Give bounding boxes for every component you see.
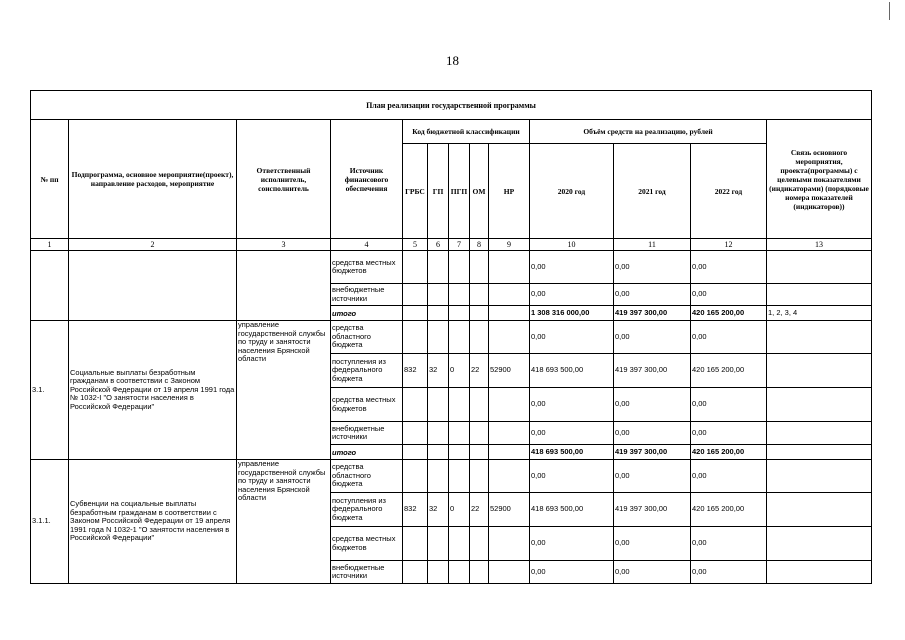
om-cell xyxy=(470,527,489,561)
indicator-link-cell xyxy=(767,388,872,422)
value-2021-cell: 419 397 300,00 xyxy=(614,306,691,321)
value-2021-cell: 0,00 xyxy=(614,561,691,584)
value-2022-cell: 0,00 xyxy=(691,251,767,284)
table-row xyxy=(31,251,872,284)
pgp-cell xyxy=(449,460,470,493)
column-number: 12 xyxy=(691,239,767,251)
indicator-link-cell xyxy=(767,493,872,527)
value-2020-cell: 418 693 500,00 xyxy=(530,354,614,388)
om-cell: 22 xyxy=(470,493,489,527)
header-gp: ГП xyxy=(428,144,449,239)
value-2021-cell: 0,00 xyxy=(614,284,691,306)
value-2021-cell: 0,00 xyxy=(614,460,691,493)
header-code-group: Код бюджетной классификации xyxy=(403,120,530,144)
funding-source-cell: внебюджетные источники xyxy=(331,284,403,306)
nr-cell xyxy=(489,527,530,561)
pgp-cell xyxy=(449,306,470,321)
pgp-cell xyxy=(449,321,470,354)
gp-cell xyxy=(428,561,449,584)
gp-cell xyxy=(428,321,449,354)
column-number: 7 xyxy=(449,239,470,251)
nr-cell xyxy=(489,388,530,422)
activity-name-cell xyxy=(69,251,237,321)
value-2020-cell: 0,00 xyxy=(530,388,614,422)
gp-cell: 32 xyxy=(428,354,449,388)
value-2022-cell: 420 165 200,00 xyxy=(691,445,767,460)
nr-cell xyxy=(489,561,530,584)
value-2021-cell: 0,00 xyxy=(614,251,691,284)
value-2022-cell: 0,00 xyxy=(691,561,767,584)
activity-name-cell: Субвенции на социальные выплаты безработным гражданам в соответствии с Законом Российской Федерации от 19 апреля 1991 года N 1032-1 "О занятости населения в Российской Федерации" xyxy=(69,460,237,584)
value-2021-cell: 0,00 xyxy=(614,388,691,422)
column-number: 5 xyxy=(403,239,428,251)
scan-edge-line xyxy=(889,2,890,20)
grbs-cell xyxy=(403,388,428,422)
gp-cell xyxy=(428,527,449,561)
indicator-link-cell xyxy=(767,251,872,284)
gp-cell xyxy=(428,460,449,493)
grbs-cell xyxy=(403,284,428,306)
header-num: № пп xyxy=(31,120,69,239)
om-cell xyxy=(470,561,489,584)
grbs-cell: 832 xyxy=(403,493,428,527)
indicator-link-cell xyxy=(767,460,872,493)
value-2020-cell: 0,00 xyxy=(530,527,614,561)
value-2020-cell: 0,00 xyxy=(530,422,614,445)
executor-cell: управление государственной службы по труду и занятости населения Брянской области xyxy=(237,321,331,460)
value-2021-cell: 419 397 300,00 xyxy=(614,493,691,527)
column-number: 6 xyxy=(428,239,449,251)
value-2020-cell: 0,00 xyxy=(530,251,614,284)
row-number-cell: 3.1. xyxy=(31,321,69,460)
funding-source-cell: поступления из федерального бюджета xyxy=(331,493,403,527)
gp-cell xyxy=(428,422,449,445)
header-executor: Ответственный исполнитель, соисполнитель xyxy=(237,120,331,239)
header-om: ОМ xyxy=(470,144,489,239)
row-number-cell xyxy=(31,251,69,321)
value-2022-cell: 0,00 xyxy=(691,321,767,354)
column-number: 11 xyxy=(614,239,691,251)
om-cell xyxy=(470,460,489,493)
column-number: 13 xyxy=(767,239,872,251)
value-2021-cell: 0,00 xyxy=(614,422,691,445)
table-row xyxy=(31,321,872,354)
gp-cell: 32 xyxy=(428,493,449,527)
column-number: 8 xyxy=(470,239,489,251)
grbs-cell xyxy=(403,422,428,445)
indicator-link-cell xyxy=(767,527,872,561)
header-grbs: ГРБС xyxy=(403,144,428,239)
value-2021-cell: 0,00 xyxy=(614,321,691,354)
grbs-cell xyxy=(403,527,428,561)
grbs-cell xyxy=(403,561,428,584)
grbs-cell: 832 xyxy=(403,354,428,388)
title-row xyxy=(31,91,872,120)
column-number: 9 xyxy=(489,239,530,251)
funding-source-cell: поступления из федерального бюджета xyxy=(331,354,403,388)
pgp-cell xyxy=(449,445,470,460)
nr-cell xyxy=(489,422,530,445)
header-link: Связь основного мероприятия, проекта(программы) с целевыми показателями (индикаторами) (порядковые номера показателей (индикаторов)) xyxy=(767,120,872,239)
executor-cell xyxy=(237,251,331,321)
nr-cell xyxy=(489,460,530,493)
gp-cell xyxy=(428,306,449,321)
funding-source-cell: внебюджетные источники xyxy=(331,422,403,445)
pgp-cell xyxy=(449,527,470,561)
column-number: 1 xyxy=(31,239,69,251)
nr-cell xyxy=(489,306,530,321)
om-cell xyxy=(470,251,489,284)
column-number: 3 xyxy=(237,239,331,251)
activity-name-cell: Социальные выплаты безработным гражданам в соответствии с Законом Российской Федерации от 19 апреля 1991 года № 1032-I "О занятости населения в Российской Федерации" xyxy=(69,321,237,460)
header-volume-group: Объём средств на реализацию, рублей xyxy=(530,120,767,144)
nr-cell xyxy=(489,284,530,306)
gp-cell xyxy=(428,284,449,306)
header-source: Источник финансового обеспечения xyxy=(331,120,403,239)
table-title: План реализации государственной программы xyxy=(31,91,872,120)
funding-source-cell: итого xyxy=(331,306,403,321)
value-2020-cell: 418 693 500,00 xyxy=(530,445,614,460)
pgp-cell xyxy=(449,422,470,445)
funding-source-cell: внебюджетные источники xyxy=(331,561,403,584)
grbs-cell xyxy=(403,445,428,460)
nr-cell: 52900 xyxy=(489,354,530,388)
pgp-cell xyxy=(449,251,470,284)
indicator-link-cell xyxy=(767,422,872,445)
om-cell xyxy=(470,422,489,445)
funding-source-cell: средства областного бюджета xyxy=(331,321,403,354)
nr-cell xyxy=(489,321,530,354)
funding-source-cell: итого xyxy=(331,445,403,460)
header-row-1 xyxy=(31,120,872,144)
program-plan-table xyxy=(30,90,872,584)
indicator-link-cell xyxy=(767,354,872,388)
nr-cell: 52900 xyxy=(489,493,530,527)
column-number-row xyxy=(31,239,872,251)
header-2021: 2021 год xyxy=(614,144,691,239)
value-2020-cell: 1 308 316 000,00 xyxy=(530,306,614,321)
value-2022-cell: 0,00 xyxy=(691,422,767,445)
gp-cell xyxy=(428,445,449,460)
funding-source-cell: средства местных бюджетов xyxy=(331,527,403,561)
grbs-cell xyxy=(403,251,428,284)
funding-source-cell: средства областного бюджета xyxy=(331,460,403,493)
grbs-cell xyxy=(403,321,428,354)
value-2021-cell: 419 397 300,00 xyxy=(614,445,691,460)
pgp-cell xyxy=(449,561,470,584)
om-cell xyxy=(470,445,489,460)
header-nr: НР xyxy=(489,144,530,239)
page-number: 18 xyxy=(446,53,459,68)
om-cell xyxy=(470,306,489,321)
funding-source-cell: средства местных бюджетов xyxy=(331,388,403,422)
header-2022: 2022 год xyxy=(691,144,767,239)
column-number: 10 xyxy=(530,239,614,251)
funding-source-cell: средства местных бюджетов xyxy=(331,251,403,284)
om-cell xyxy=(470,321,489,354)
pgp-cell xyxy=(449,388,470,422)
executor-cell: управление государственной службы по труду и занятости населения Брянской области xyxy=(237,460,331,584)
gp-cell xyxy=(428,388,449,422)
value-2022-cell: 0,00 xyxy=(691,388,767,422)
value-2020-cell: 0,00 xyxy=(530,321,614,354)
indicator-link-cell: 1, 2, 3, 4 xyxy=(767,306,872,321)
row-number-cell: 3.1.1. xyxy=(31,460,69,584)
value-2022-cell: 0,00 xyxy=(691,284,767,306)
value-2021-cell: 0,00 xyxy=(614,527,691,561)
grbs-cell xyxy=(403,460,428,493)
header-subprogram: Подпрограмма, основное мероприятие(проект), направление расходов, мероприятие xyxy=(69,120,237,239)
value-2021-cell: 419 397 300,00 xyxy=(614,354,691,388)
gp-cell xyxy=(428,251,449,284)
value-2022-cell: 0,00 xyxy=(691,527,767,561)
pgp-cell: 0 xyxy=(449,493,470,527)
nr-cell xyxy=(489,251,530,284)
value-2020-cell: 0,00 xyxy=(530,460,614,493)
om-cell xyxy=(470,388,489,422)
value-2022-cell: 0,00 xyxy=(691,460,767,493)
grbs-cell xyxy=(403,306,428,321)
om-cell xyxy=(470,284,489,306)
value-2020-cell: 0,00 xyxy=(530,561,614,584)
column-number: 4 xyxy=(331,239,403,251)
value-2022-cell: 420 165 200,00 xyxy=(691,306,767,321)
indicator-link-cell xyxy=(767,561,872,584)
pgp-cell xyxy=(449,284,470,306)
value-2020-cell: 418 693 500,00 xyxy=(530,493,614,527)
value-2022-cell: 420 165 200,00 xyxy=(691,354,767,388)
value-2020-cell: 0,00 xyxy=(530,284,614,306)
table-row xyxy=(31,460,872,493)
indicator-link-cell xyxy=(767,321,872,354)
om-cell: 22 xyxy=(470,354,489,388)
header-2020: 2020 год xyxy=(530,144,614,239)
pgp-cell: 0 xyxy=(449,354,470,388)
header-pgp: ПГП xyxy=(449,144,470,239)
indicator-link-cell xyxy=(767,445,872,460)
column-number: 2 xyxy=(69,239,237,251)
value-2022-cell: 420 165 200,00 xyxy=(691,493,767,527)
indicator-link-cell xyxy=(767,284,872,306)
nr-cell xyxy=(489,445,530,460)
